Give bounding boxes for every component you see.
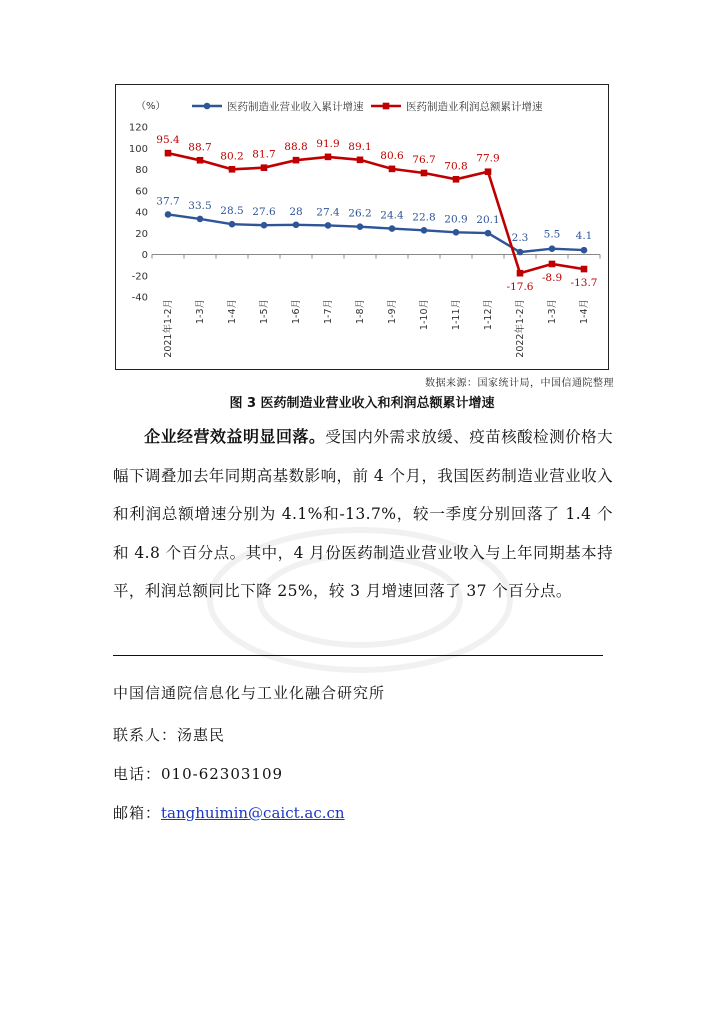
email-link[interactable]: tanghuimin@caict.ac.cn	[161, 804, 345, 822]
data-point-profit	[165, 150, 172, 157]
data-label-revenue: 20.1	[476, 214, 500, 227]
email-label: 邮箱：	[113, 804, 162, 822]
data-point-revenue	[197, 216, 204, 223]
y-tick-label: 60	[135, 186, 148, 198]
data-point-profit	[581, 266, 588, 273]
footer-org: 中国信通院信息化与工业化融合研究所	[113, 684, 386, 702]
y-tick-label: -20	[131, 271, 148, 283]
x-tick-label: 1-10月	[419, 299, 430, 331]
data-label-revenue: 33.5	[188, 199, 212, 212]
source-note: 数据来源：国家统计局，中国信通院整理	[425, 378, 614, 389]
figure-caption: 图 3 医药制造业营业收入和利润总额累计增速	[229, 396, 495, 411]
x-tick-label: 1-7月	[323, 299, 334, 325]
data-point-revenue	[229, 221, 236, 228]
data-point-revenue	[293, 221, 300, 228]
x-tick-label: 1-8月	[355, 299, 366, 325]
x-tick-label: 1-5月	[259, 299, 270, 325]
data-point-profit	[421, 170, 428, 177]
x-tick-label: 2022年1-2月	[515, 299, 526, 358]
data-label-profit: 91.9	[316, 137, 340, 150]
paragraph-lead: 企业经营效益明显回落。	[144, 427, 326, 446]
data-point-revenue	[325, 222, 332, 229]
y-tick-label: 120	[128, 122, 148, 134]
x-tick-label: 1-9月	[387, 299, 398, 325]
data-point-revenue	[421, 227, 428, 234]
data-point-revenue	[517, 249, 524, 256]
x-tick-label: 1-3月	[195, 299, 206, 325]
y-tick-label: 20	[135, 228, 148, 240]
data-label-profit: -17.6	[506, 281, 534, 294]
legend-label: 医药制造业利润总额累计增速	[406, 101, 543, 113]
data-point-profit	[197, 157, 204, 164]
x-tick-label: 1-12月	[483, 299, 494, 331]
data-point-revenue	[549, 245, 556, 252]
data-point-revenue	[453, 229, 460, 236]
y-tick-label: 100	[128, 143, 148, 155]
x-tick-label: 1-3月	[547, 299, 558, 325]
data-label-revenue: 26.2	[348, 207, 372, 220]
data-point-revenue	[357, 223, 364, 230]
data-label-revenue: 28	[289, 205, 303, 218]
x-tick-label: 1-11月	[451, 299, 462, 331]
y-tick-label: 0	[141, 250, 148, 261]
data-label-profit: 81.7	[252, 148, 276, 161]
data-label-profit: 95.4	[156, 134, 180, 147]
data-label-revenue: 5.5	[543, 228, 561, 241]
data-point-profit	[517, 270, 524, 277]
y-unit-label: （%）	[136, 101, 166, 112]
data-label-revenue: 4.1	[575, 230, 593, 243]
paragraph-body: 受国内外需求放缓、疫苗核酸检测价格大幅下调叠加去年同期高基数影响，前 4 个月，我国医药制造业营业收入和利润总额增速分别为 4.1%和-13.7%，较一季度分别回落了 1.4 个和 4.8 个百分点。其中，4 月份医药制造业营业收入与上年同期基本持平，利润总额同比下降 25%，较 3 月增速回落了 37 个百分点。	[113, 428, 613, 600]
x-tick-label: 1-4月	[579, 299, 590, 325]
data-point-revenue	[165, 211, 172, 218]
data-label-profit: -8.9	[541, 271, 563, 284]
data-point-profit	[453, 176, 460, 183]
y-tick-label: 40	[135, 207, 148, 219]
data-label-revenue: 27.4	[316, 206, 340, 219]
data-label-profit: 88.8	[284, 141, 308, 154]
data-point-revenue	[261, 222, 268, 229]
data-label-profit: 89.1	[348, 140, 372, 153]
data-point-revenue	[389, 225, 396, 232]
data-label-revenue: 28.5	[220, 205, 244, 218]
data-point-profit	[325, 154, 332, 161]
data-label-revenue: 37.7	[156, 195, 180, 208]
chart-container	[115, 84, 609, 370]
data-point-profit	[389, 166, 396, 173]
data-point-revenue	[581, 247, 588, 254]
divider-line	[113, 655, 603, 656]
data-point-profit	[229, 166, 236, 173]
x-tick-label: 1-6月	[291, 299, 302, 325]
data-point-profit	[549, 261, 556, 268]
legend-label: 医药制造业营业收入累计增速	[227, 101, 364, 113]
footer-contact: 联系人：汤惠民	[113, 726, 226, 744]
footer-email-row	[113, 802, 345, 823]
data-label-profit: 77.9	[476, 152, 500, 165]
body-paragraph	[113, 418, 613, 611]
data-label-profit: 80.2	[220, 150, 244, 163]
x-tick-label: 2021年1-2月	[163, 299, 174, 358]
growth-line-chart	[116, 85, 610, 371]
data-point-profit	[485, 168, 492, 175]
legend-marker	[383, 103, 390, 110]
data-label-profit: 88.7	[188, 141, 212, 154]
x-tick-label: 1-4月	[227, 299, 238, 325]
data-label-revenue: 2.3	[511, 232, 529, 245]
data-label-revenue: 22.8	[412, 211, 436, 224]
data-label-profit: 80.6	[380, 149, 404, 162]
data-label-revenue: 20.9	[444, 213, 468, 226]
data-point-profit	[293, 157, 300, 164]
legend-marker	[204, 103, 211, 110]
data-point-profit	[261, 164, 268, 171]
data-point-profit	[357, 157, 364, 164]
y-tick-label: 80	[135, 165, 148, 176]
data-label-profit: 76.7	[412, 154, 436, 167]
y-tick-label: -40	[131, 292, 148, 304]
data-label-profit: -13.7	[570, 277, 598, 290]
data-label-revenue: 24.4	[380, 209, 404, 222]
data-point-revenue	[485, 230, 492, 237]
data-label-revenue: 27.6	[252, 206, 276, 219]
data-label-profit: 70.8	[444, 160, 468, 173]
footer-phone: 电话：010-62303109	[113, 765, 284, 783]
